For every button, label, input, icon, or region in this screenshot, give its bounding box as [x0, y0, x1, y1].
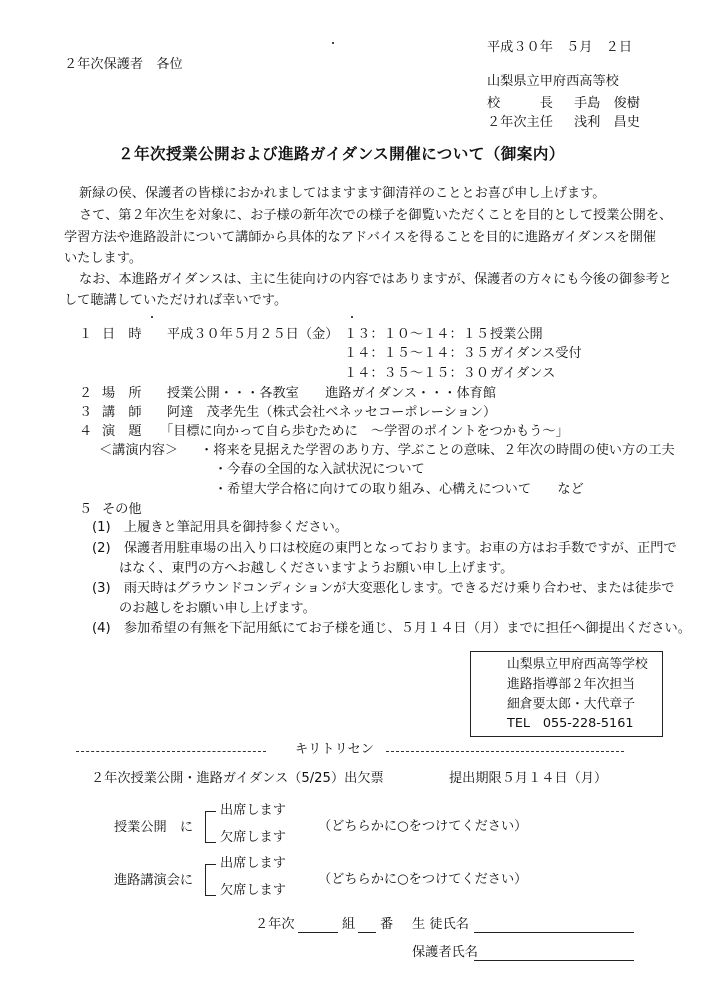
class-open-label: 授業公開 に — [114, 820, 194, 835]
item-label-place: 場 所 — [102, 386, 142, 401]
note-line: (4) 参加希望の有無を下記用紙にてお子様を通じ、５月１４日（月）までに担任へ御提出ください。 — [92, 621, 691, 636]
number-field[interactable] — [358, 932, 376, 933]
item-number: １ — [79, 327, 93, 342]
lecture-instruction: （どちらかに○をつけてください） — [318, 872, 528, 887]
lecture-absent-option[interactable]: 欠席します — [220, 883, 286, 898]
cut-line-left — [76, 751, 266, 752]
lecture-label: 進路講演会に — [114, 873, 194, 888]
note-line: (1) 上履きと筆記用具を御持参ください。 — [92, 520, 349, 535]
schedule-time: １３：１０～１４：１５ — [344, 327, 490, 342]
class-open-absent-option[interactable]: 欠席します — [220, 830, 286, 845]
scan-speck — [332, 42, 334, 44]
intro-line: さて、第２年次生を対象に、お子様の新年次での様子を御覧いただくことを目的として授業公開を、 — [79, 208, 673, 223]
document-date: 平成３０年 ５月 ２日 — [487, 40, 633, 55]
item-number: ４ — [79, 424, 93, 439]
item-label-other: その他 — [102, 502, 142, 517]
number-label: 番 — [380, 917, 394, 932]
school-name: 山梨県立甲府西高等校 — [487, 74, 619, 89]
addressee: ２年次保護者 各位 — [64, 57, 183, 72]
cut-line-right — [386, 751, 624, 752]
cut-line-label: キリトリセン — [295, 742, 374, 757]
content-line: ・将来を見据えた学習のあり方、学ぶことの意味、２年次の時間の使い方の工夫 — [200, 443, 675, 458]
guardian-name-field[interactable] — [474, 960, 634, 961]
scan-speck — [351, 316, 353, 318]
form-title: ２年次授業公開・進路ガイダンス（5/25）出欠票 — [91, 771, 384, 786]
grade-head-name: 浅利 昌史 — [574, 115, 640, 130]
schedule-event: ガイダンス受付 — [490, 346, 582, 361]
class-open-attend-option[interactable]: 出席します — [220, 803, 286, 818]
grade-label: ２年次 — [255, 917, 295, 932]
lecture-attend-option[interactable]: 出席します — [220, 856, 286, 871]
class-label: 組 — [342, 917, 356, 932]
principal-name: 手島 俊樹 — [574, 96, 640, 111]
intro-line: して聴講していただければ幸いです。 — [64, 293, 288, 308]
grade-head-role: ２年次主任 — [487, 115, 553, 130]
contact-line: 進路指導部２年次担当 — [507, 677, 635, 692]
note-line: (2) 保護者用駐車場の出入り口は校庭の東門となっております。お車の方はお手数ですが、正門で — [92, 541, 677, 556]
content-line: ・希望大学合格に向けての取り組み、心構えについて など — [214, 482, 584, 497]
event-date: 平成３０年５月２５日（金） — [167, 327, 339, 342]
contact-line: 山梨県立甲府西高等学校 — [507, 657, 648, 672]
lecture-bracket — [205, 864, 216, 896]
contact-line: 細倉要太郎・大代章子 — [507, 697, 635, 712]
lecturer-value: 阿達 茂孝先生（株式会社ベネッセコーポレーション） — [167, 405, 497, 420]
intro-line: 学習方法や進路設計について講師から具体的なアドバイスを得ることを目的に進路ガイダンスを開催 — [64, 230, 657, 245]
note-line: はなく、東門の方へお越しくださいますようお願い申し上げます。 — [119, 561, 514, 576]
scan-speck — [151, 316, 153, 318]
principal-role: 校 長 — [487, 96, 553, 111]
note-line: (3) 雨天時はグラウンドコンディションが大変悪化します。できるだけ乗り合わせ、または徒歩で — [92, 581, 675, 596]
item-label-lecturer: 講 師 — [102, 405, 142, 420]
class-open-instruction: （どちらかに○をつけてください） — [318, 819, 528, 834]
intro-line: いたします。 — [64, 251, 143, 266]
schedule-event: ガイダンス — [490, 366, 556, 381]
content-line: ・今春の全国的な入試状況について — [214, 462, 425, 477]
schedule-event: 授業公開 — [490, 327, 543, 342]
content-label: ＜講演内容＞ — [99, 443, 179, 458]
schedule-time: １４：３５～１５：３０ — [344, 366, 490, 381]
student-name-field[interactable] — [474, 932, 634, 933]
note-line: のお越しをお願い申し上げます。 — [119, 601, 316, 616]
item-number: ２ — [79, 386, 93, 401]
class-field[interactable] — [298, 932, 338, 933]
schedule-time: １４：１５～１４：３５ — [344, 346, 490, 361]
contact-line: TEL 055-228-5161 — [507, 716, 634, 731]
item-label-datetime: 日 時 — [102, 327, 142, 342]
guardian-name-label: 保護者氏名 — [412, 945, 478, 960]
item-number: ３ — [79, 405, 93, 420]
place-value: 授業公開・・・各教室 進路ガイダンス・・・体育館 — [167, 386, 497, 401]
student-name-label: 生 徒氏名 — [412, 917, 469, 932]
item-number: ５ — [79, 502, 93, 517]
intro-line: なお、本進路ガイダンスは、主に生徒向けの内容ではありますが、保護者の方々にも今後の御参考と — [79, 272, 672, 287]
intro-line: 新緑の侯、保護者の皆様におかれましてはますます御清祥のこととお喜び申し上げます。 — [79, 186, 606, 201]
contact-box — [470, 651, 663, 737]
class-open-bracket — [205, 811, 216, 843]
item-label-theme: 演 題 — [102, 424, 142, 439]
form-deadline: 提出期限５月１４日（月） — [449, 771, 608, 786]
document-title: ２年次授業公開および進路ガイダンス開催について（御案内） — [118, 145, 565, 163]
theme-value: 「目標に向かって自ら歩むために ～学習のポイントをつかもう～」 — [160, 424, 569, 439]
